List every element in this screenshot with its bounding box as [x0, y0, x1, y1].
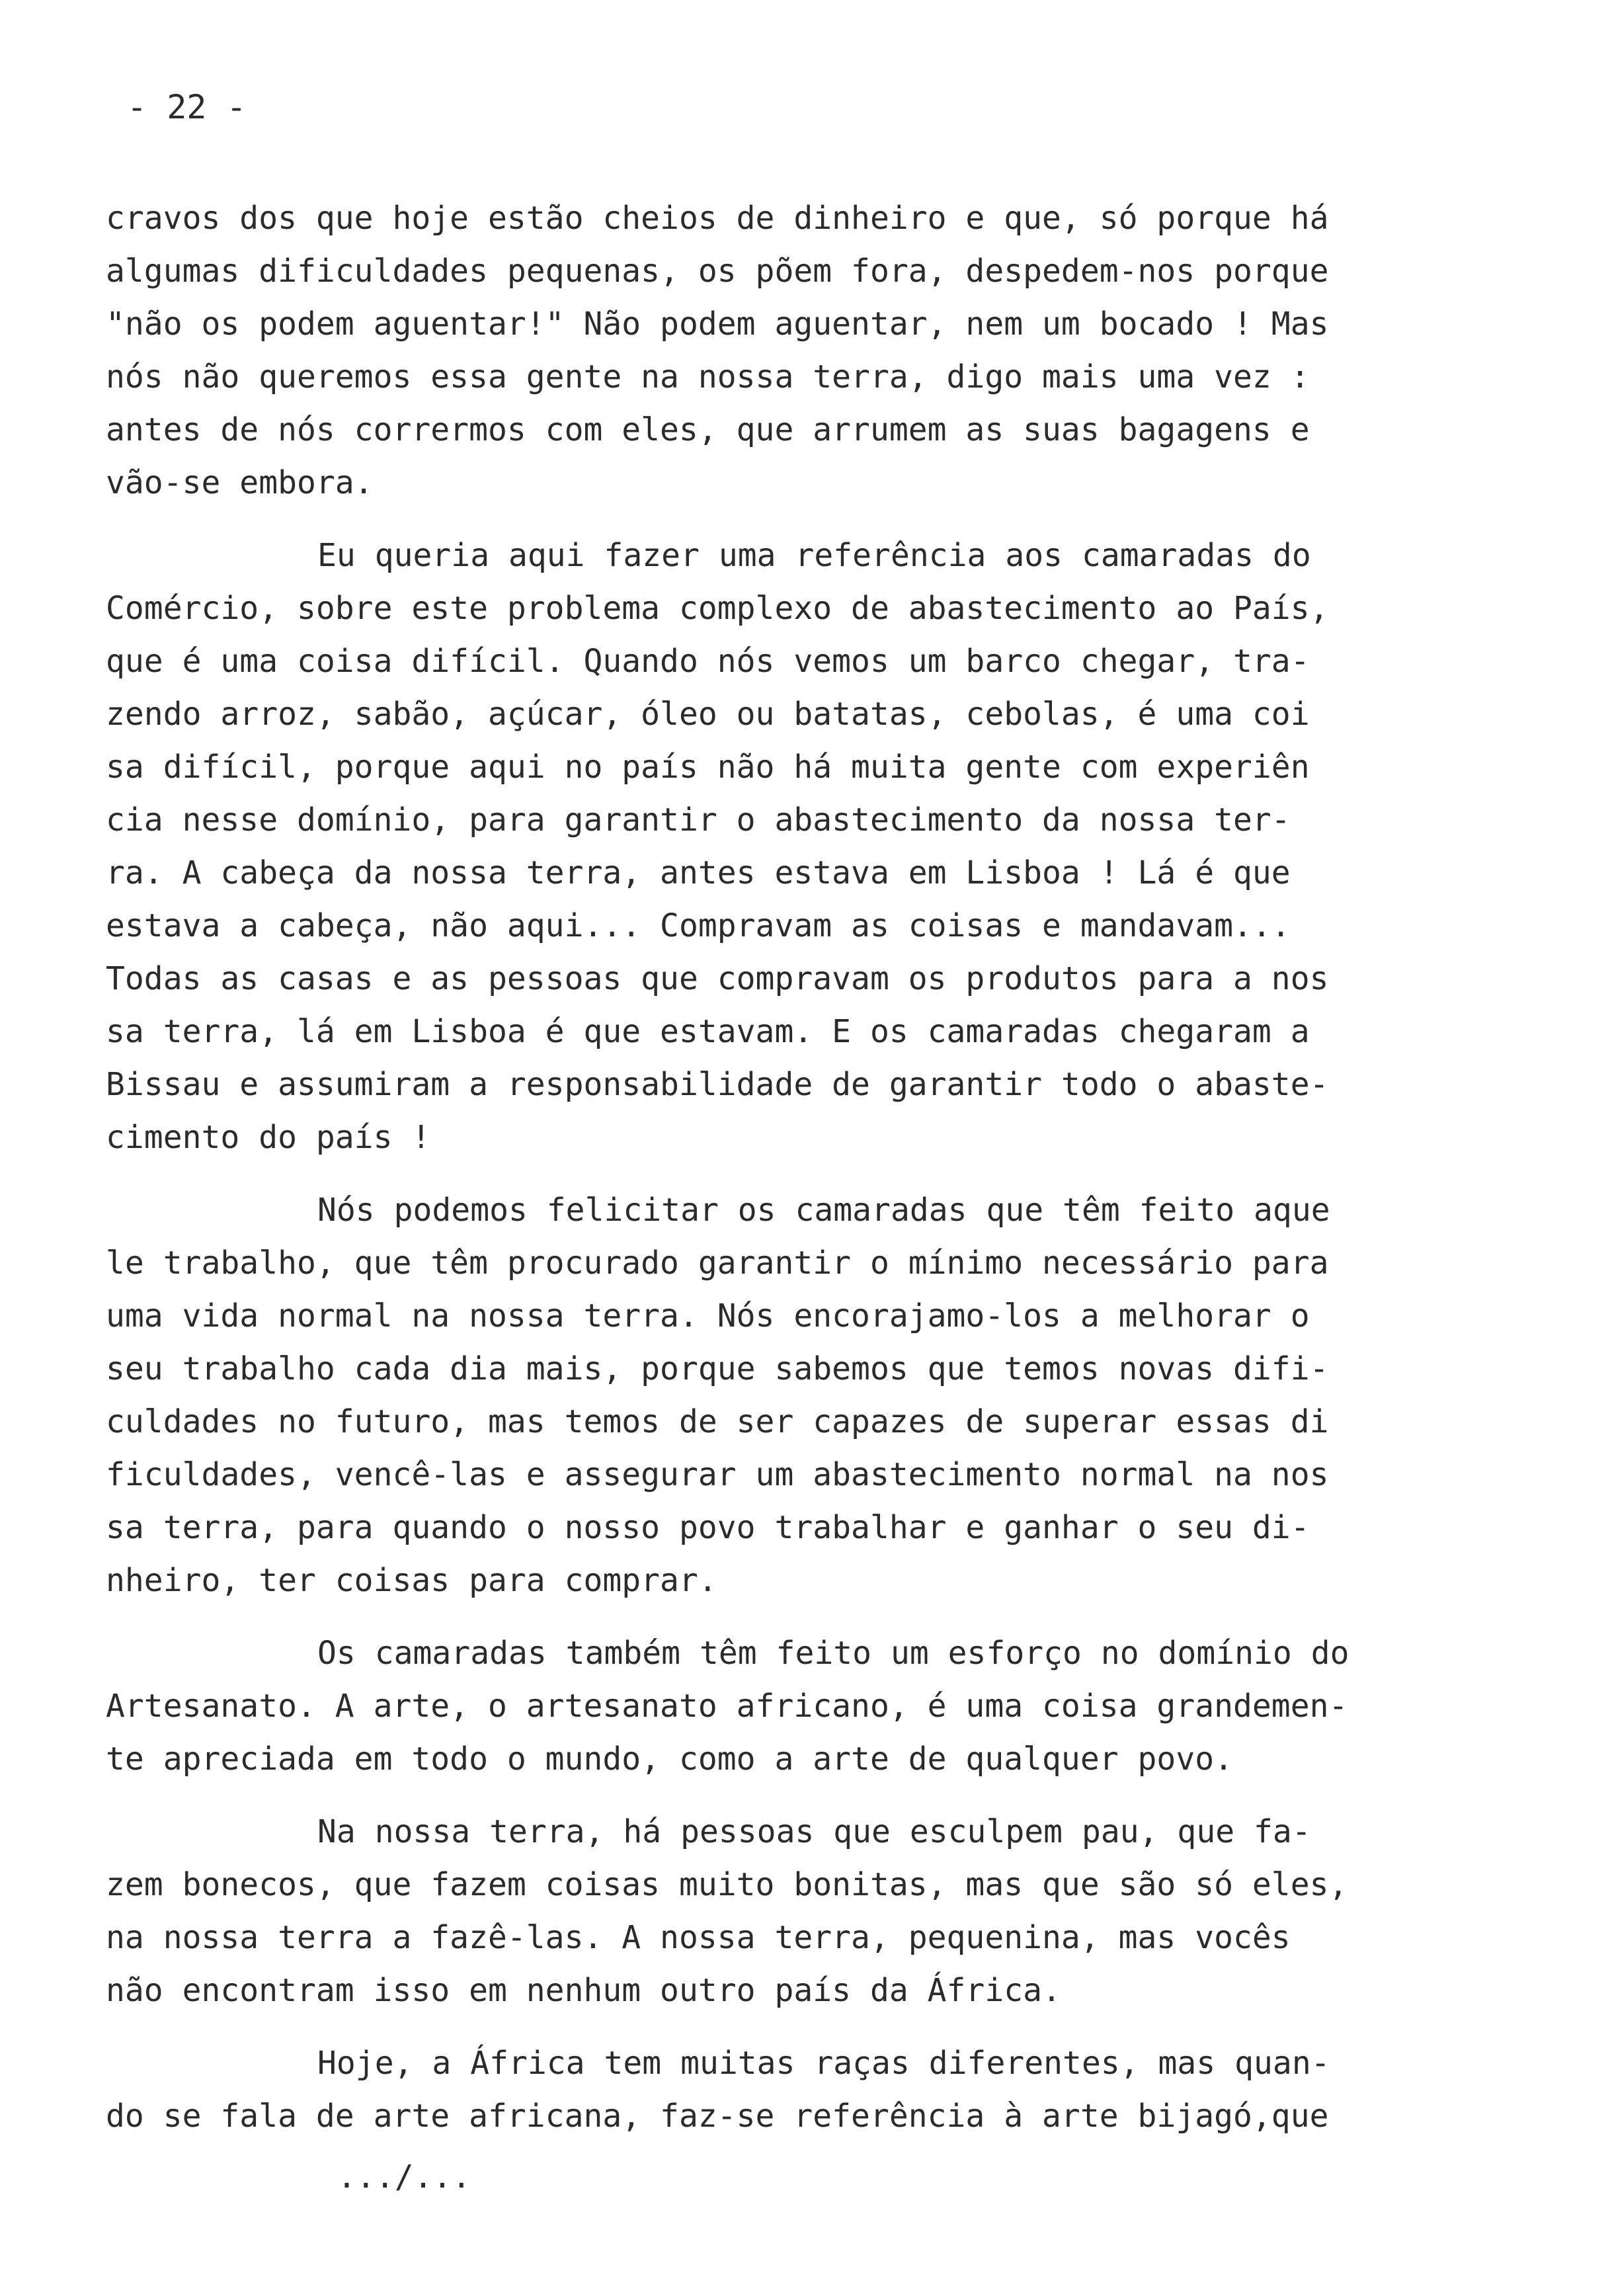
document-body	[106, 192, 1382, 2162]
text-line: sa terra, para quando o nosso povo trabalhar e ganhar o seu di-	[106, 1509, 1310, 1546]
text-line: "não os podem aguentar!" Não podem aguentar, nem um bocado ! Mas	[106, 306, 1329, 343]
text-line: cravos dos que hoje estão cheios de dinheiro e que, só porque há	[106, 200, 1329, 237]
text-line: Artesanato. A arte, o artesanato africano, é uma coisa grandemen-	[106, 1688, 1348, 1725]
text-line: do se fala de arte africana, faz-se referência à arte bijagó,que	[106, 2098, 1329, 2135]
text-line: algumas dificuldades pequenas, os põem fora, despedem-nos porque	[106, 253, 1329, 290]
text-line: nheiro, ter coisas para comprar.	[106, 1562, 717, 1599]
text-line: zendo arroz, sabão, açúcar, óleo ou batatas, cebolas, é uma coi	[106, 696, 1310, 733]
paragraph	[106, 1627, 1382, 1785]
text-line: cia nesse domínio, para garantir o abastecimento da nossa ter-	[106, 801, 1291, 839]
text-line: te apreciada em todo o mundo, como a arte de qualquer povo.	[106, 1741, 1234, 1778]
text-line: Nós podemos felicitar os camaradas que têm feito aque	[317, 1192, 1330, 1229]
text-line: vão-se embora.	[106, 464, 374, 501]
text-line: não encontram isso em nenhum outro país da África.	[106, 1972, 1061, 2009]
text-line: seu trabalho cada dia mais, porque sabemos que temos novas difi-	[106, 1350, 1329, 1387]
text-line: antes de nós corrermos com eles, que arrumem as suas bagagens e	[106, 411, 1310, 448]
text-line: Comércio, sobre este problema complexo de abastecimento ao País,	[106, 590, 1329, 627]
page-number: - 22 -	[127, 88, 247, 126]
text-line: cimento do país !	[106, 1119, 431, 1156]
paragraph	[106, 529, 1382, 1164]
text-line: uma vida normal na nossa terra. Nós encorajamo-los a melhorar o	[106, 1297, 1310, 1334]
text-line: sa terra, lá em Lisboa é que estavam. E os camaradas chegaram a	[106, 1013, 1310, 1050]
text-line: Os camaradas também têm feito um esforço no domínio do	[317, 1635, 1349, 1672]
text-line: Bissau e assumiram a responsabilidade de garantir todo o abaste-	[106, 1066, 1329, 1103]
text-line: que é uma coisa difícil. Quando nós vemos um barco chegar, tra-	[106, 643, 1310, 680]
text-line: nós não queremos essa gente na nossa terra, digo mais uma vez :	[106, 358, 1310, 395]
text-line: le trabalho, que têm procurado garantir o mínimo necessário para	[106, 1245, 1329, 1282]
text-line: Na nossa terra, há pessoas que esculpem pau, que fa-	[317, 1813, 1311, 1850]
text-line: culdades no futuro, mas temos de ser capazes de superar essas di	[106, 1403, 1329, 1440]
text-line: na nossa terra a fazê-las. A nossa terra, pequenina, mas vocês	[106, 1919, 1291, 1956]
text-line: zem bonecos, que fazem coisas muito bonitas, mas que são só eles,	[106, 1866, 1348, 1903]
paragraph	[106, 2037, 1382, 2143]
text-line: Hoje, a África tem muitas raças diferentes, mas quan-	[317, 2045, 1330, 2082]
text-line: sa difícil, porque aqui no país não há muita gente com experiên	[106, 749, 1310, 786]
text-line: Eu queria aqui fazer uma referência aos camaradas do	[317, 537, 1311, 574]
paragraph	[106, 1184, 1382, 1607]
paragraph	[106, 192, 1382, 509]
text-line: ra. A cabeça da nossa terra, antes estava em Lisboa ! Lá é que	[106, 854, 1291, 891]
text-line: estava a cabeça, não aqui... Compravam as coisas e mandavam...	[106, 907, 1291, 944]
paragraph	[106, 1805, 1382, 2017]
continuation-mark: .../...	[337, 2158, 471, 2195]
text-line: Todas as casas e as pessoas que compravam os produtos para a nos	[106, 960, 1329, 997]
text-line: ficuldades, vencê-las e assegurar um abastecimento normal na nos	[106, 1456, 1329, 1493]
